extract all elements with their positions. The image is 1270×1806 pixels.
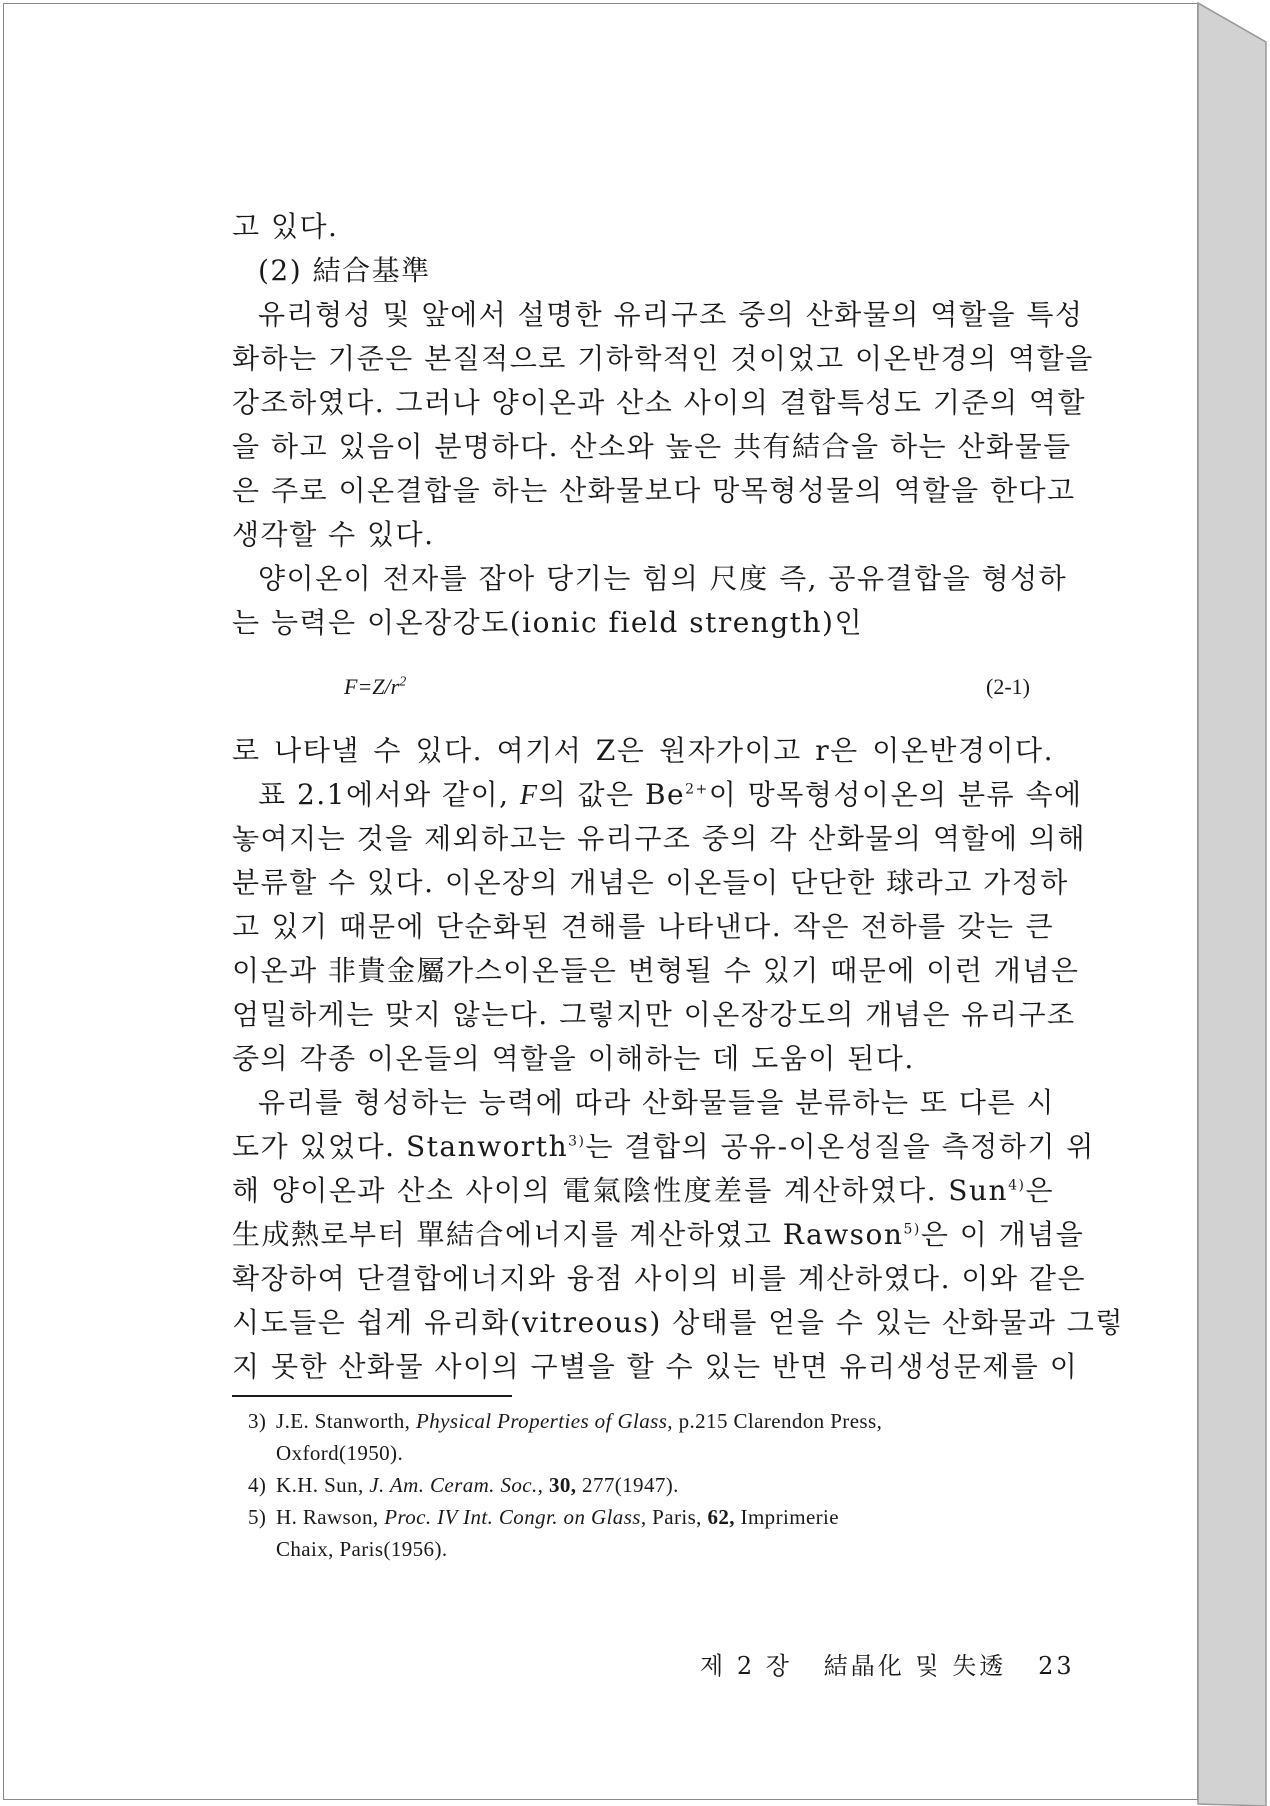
text-line: 해 양이온과 산소 사이의 電氣陰性度差를 계산하였다. Sun$^{4)}$은 (232, 1174, 1054, 1207)
footnote-5: 5) H. Rawson, Proc. IV Int. Congr. on Glass, Paris, 62, Imprimerie (248, 1505, 840, 1529)
text-line: 유리를 형성하는 능력에 따라 산화물들을 분류하는 또 다른 시 (258, 1086, 1055, 1119)
footer-title: 結晶化 및 失透 (823, 1652, 1007, 1680)
text-line: 은 주로 이온결합을 하는 산화물보다 망목형성물의 역할을 한다고 (232, 474, 1076, 507)
text-line: 는 능력은 이온장강도(ionic field strength)인 (232, 606, 863, 639)
running-footer (700, 1646, 1075, 1681)
text-line: 시도들은 쉽게 유리화(vitreous) 상태를 얻을 수 있는 산화물과 그렇 (232, 1306, 1124, 1339)
text-line: 중의 각종 이온들의 역할을 이해하는 데 도움이 된다. (232, 1042, 915, 1075)
text-line: 강조하였다. 그러나 양이온과 산소 사이의 결합특성도 기준의 역할 (232, 386, 1087, 419)
text-line: 분류할 수 있다. 이온장의 개념은 이온들이 단단한 球라고 가정하 (232, 866, 1069, 899)
text-line: 표 2.1에서와 같이, F의 값은 $Be^{2+}$이 망목형성이온의 분류 속에 (258, 778, 1083, 811)
text-line: 고 있다. (232, 210, 339, 243)
footnote-4: 4) K.H. Sun, J. Am. Ceram. Soc., 30, 277(1947). (248, 1473, 679, 1497)
footnote-divider (232, 1395, 512, 1397)
text-line: 확장하여 단결합에너지와 융점 사이의 비를 계산하였다. 이와 같은 (232, 1262, 1087, 1295)
page-body (232, 205, 1124, 1565)
text-line: 엄밀하게는 맞지 않는다. 그렇지만 이온장강도의 개념은 유리구조 (232, 998, 1076, 1031)
text-line: 도가 있었다. Stanworth$^{3)}$는 결합의 공유-이온성질을 측정하기 위 (232, 1130, 1095, 1163)
page-number: 23 (1038, 1652, 1075, 1680)
text-line: 놓여지는 것을 제외하고는 유리구조 중의 각 산화물의 역할에 의해 (232, 822, 1087, 855)
equation-row (232, 645, 1054, 729)
text-line: 유리형성 및 앞에서 설명한 유리구조 중의 산화물의 역할을 특성 (258, 298, 1084, 331)
footnote-3: 3) J.E. Stanworth, Physical Properties of Glass, p.215 Clarendon Press, (248, 1409, 883, 1433)
text-line: 로 나타낼 수 있다. 여기서 Z은 원자가이고 r은 이온반경이다. (232, 734, 1054, 767)
footer-chapter: 제 2 장 (700, 1652, 792, 1680)
text-line: 양이온이 전자를 잡아 당기는 힘의 尺度 즉, 공유결합을 형성하 (258, 562, 1068, 595)
text-line: 화하는 기준은 본질적으로 기하학적인 것이었고 이온반경의 역할을 (232, 342, 1094, 375)
section-heading: (2) 結合基準 (258, 254, 431, 287)
text-line: 이온과 非貴金屬가스이온들은 변형될 수 있기 때문에 이런 개념은 (232, 954, 1080, 987)
footnotes (232, 1405, 1054, 1565)
footnote-5-cont: Chaix, Paris(1956). (276, 1537, 448, 1561)
text-line: 을 하고 있음이 분명하다. 산소와 높은 共有結合을 하는 산화물들 (232, 430, 1072, 463)
text-line: 고 있기 때문에 단순화된 견해를 나타낸다. 작은 전하를 갖는 큰 (232, 910, 1054, 943)
text-line: 지 못한 산화물 사이의 구별을 할 수 있는 반면 유리생성문제를 이 (232, 1350, 1079, 1383)
text-line: 생각할 수 있다. (232, 518, 435, 551)
text-line: 生成熱로부터 單結合에너지를 계산하였고 Rawson$^{5)}$은 이 개념을 (232, 1218, 1085, 1251)
footnote-3-cont: Oxford(1950). (276, 1441, 404, 1465)
equation: $F=Z/r^2$ (344, 674, 407, 699)
equation-number: (2-1) (986, 674, 1030, 699)
